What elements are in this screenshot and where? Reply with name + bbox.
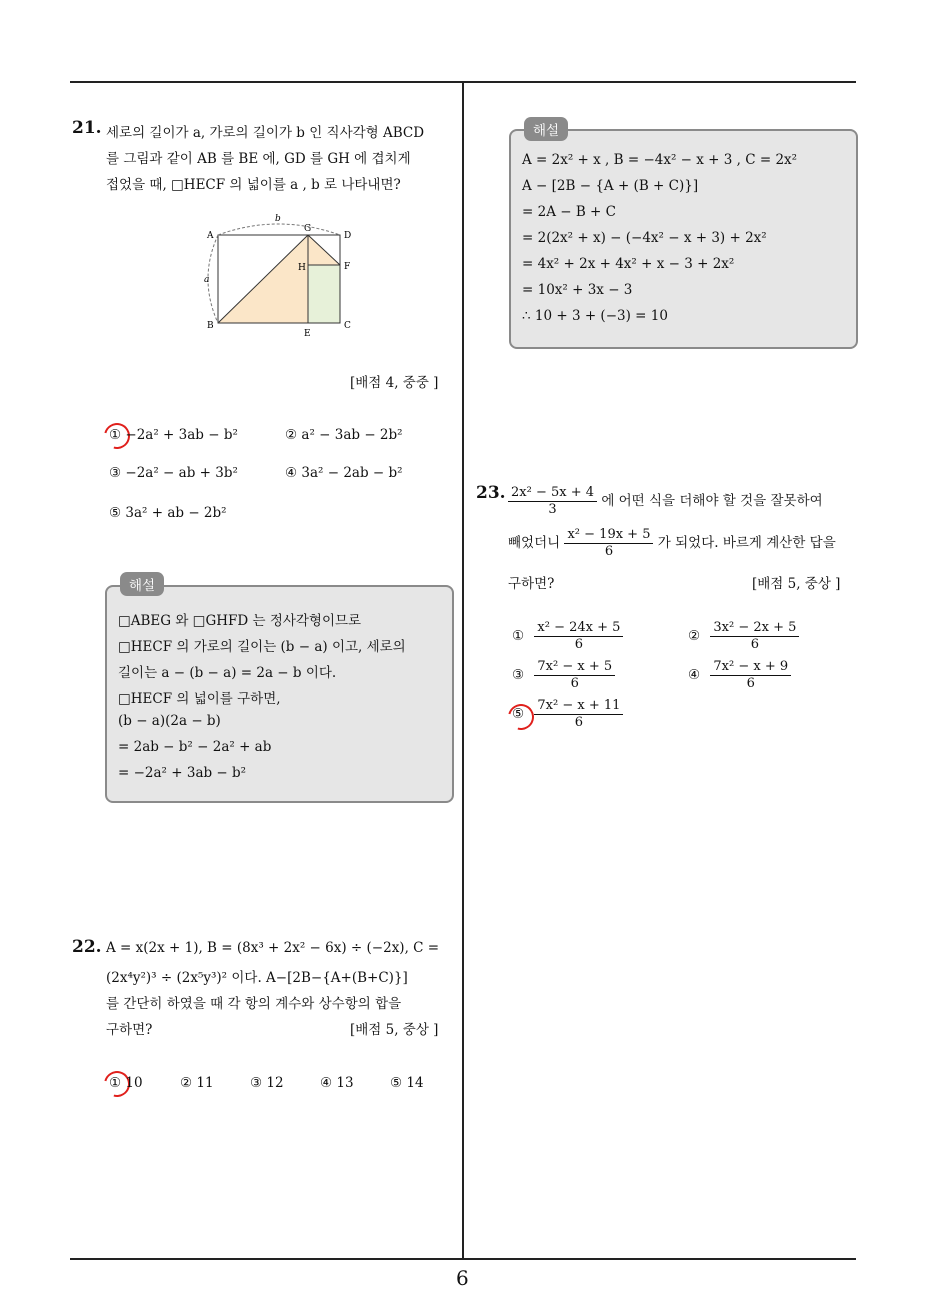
q23-choice-2-denominator: 6 — [750, 637, 760, 652]
q22-solution-line-1: A = 2x² + x , B = −4x² − x + 3 , C = 2x² — [522, 152, 798, 168]
q22-score: [배점 5, 중상 ] — [350, 1022, 439, 1038]
page-number: 6 — [456, 1266, 469, 1290]
fig-label-G: G — [304, 224, 312, 234]
q22-solution-line-6: = 10x² + 3x − 3 — [522, 282, 633, 298]
fig-label-D: D — [344, 231, 352, 241]
q23-choice-3-numerator: 7x² − x + 5 — [534, 659, 615, 676]
q22-solution-line-7: ∴ 10 + 3 + (−3) = 10 — [522, 308, 668, 324]
question-21-number: 21. — [72, 118, 102, 138]
q22-solution-line-2: A − [2B − {A + (B + C)}] — [522, 178, 699, 194]
q21-line-3: 접었을 때, □HECF 의 넓이를 a , b 로 나타내면? — [106, 177, 401, 193]
q23-choice-2-mark: ② — [688, 628, 701, 644]
q23-fraction-1-numerator: 2x² − 5x + 4 — [508, 485, 597, 502]
q23-choice-5-mark: ⑤ — [512, 706, 525, 722]
q21-choice-5[interactable]: ⑤ 3a² + ab − 2b² — [109, 505, 227, 521]
column-divider — [462, 82, 464, 1259]
q21-solution-line-2: □HECF 의 가로의 길이는 (b − a) 이고, 세로의 — [118, 639, 406, 655]
q23-score: [배점 5, 중상 ] — [752, 576, 841, 592]
fig-label-A: A — [207, 231, 214, 241]
q23-text-2-post: 가 되었다. 바르게 계산한 답을 — [657, 535, 836, 551]
q21-solution-line-4: □HECF 의 넓이를 구하면, — [118, 691, 281, 707]
q21-rectangle-figure — [198, 210, 368, 345]
q21-choice-4[interactable]: ④ 3a² − 2ab − b² — [285, 465, 403, 481]
q23-choice-5[interactable] — [512, 698, 623, 731]
q22-choice-4[interactable]: ④ 13 — [320, 1075, 354, 1091]
q23-choice-3-fraction — [534, 659, 615, 692]
q23-choice-4-fraction — [710, 659, 791, 692]
q23-choice-4-mark: ④ — [688, 667, 701, 683]
q21-solution-line-6: = 2ab − b² − 2a² + ab — [118, 739, 272, 755]
q23-fraction-2-numerator: x² − 19x + 5 — [564, 527, 653, 544]
q23-choice-3-mark: ③ — [512, 667, 525, 683]
fig-label-B: B — [207, 321, 214, 331]
q23-text-2-pre: 빼었더니 — [508, 535, 561, 551]
q21-choice-3[interactable]: ③ −2a² − ab + 3b² — [109, 465, 238, 481]
q23-choice-3[interactable] — [512, 659, 615, 692]
q23-line-1 — [508, 485, 823, 518]
q23-text-1: 에 어떤 식을 더해야 할 것을 잘못하여 — [601, 493, 823, 509]
q22-line-2: (2x⁴y²)³ ÷ (2x⁵y³)² 이다. A−[2B−{A+(B+C)}] — [106, 970, 408, 986]
q23-choice-4-numerator: 7x² − x + 9 — [710, 659, 791, 676]
fig-label-E: E — [304, 329, 311, 339]
q23-choice-3-denominator: 6 — [570, 676, 579, 691]
fig-label-C: C — [344, 321, 351, 331]
q22-line-4: 구하면? — [106, 1022, 153, 1038]
q23-choice-2-numerator: 3x² − 2x + 5 — [710, 620, 799, 637]
q22-line-3: 를 간단히 하였을 때 각 항의 계수와 상수항의 합을 — [106, 996, 402, 1012]
q23-fraction-2 — [564, 527, 653, 560]
q22-choice-3[interactable]: ③ 12 — [250, 1075, 284, 1091]
q21-choice-2[interactable]: ② a² − 3ab − 2b² — [285, 427, 403, 443]
q23-fraction-2-denominator: 6 — [604, 544, 614, 559]
q22-solution-line-4: = 2(2x² + x) − (−4x² − x + 3) + 2x² — [522, 230, 767, 246]
q21-choice-1[interactable]: ① −2a² + 3ab − b² — [109, 427, 238, 443]
q21-line-1: 세로의 길이가 a, 가로의 길이가 b 인 직사각형 ABCD — [106, 125, 425, 141]
bottom-rule — [70, 1258, 856, 1260]
question-22-number: 22. — [72, 937, 102, 957]
q23-choice-5-denominator: 6 — [574, 715, 584, 730]
q22-line-1: A = x(2x + 1), B = (8x³ + 2x² − 6x) ÷ (−2x), C = — [106, 940, 440, 956]
fig-label-b: b — [275, 214, 281, 224]
q21-solution-tag: 해설 — [120, 572, 164, 596]
q21-line-2: 를 그림과 같이 AB 를 BE 에, GD 를 GH 에 겹치게 — [106, 151, 411, 167]
q23-choice-1-fraction — [534, 620, 623, 653]
q21-solution-line-1: □ABEG 와 □GHFD 는 정사각형이므로 — [118, 613, 362, 629]
q21-solution-line-7: = −2a² + 3ab − b² — [118, 765, 247, 781]
q21-score: [배점 4, 중중 ] — [350, 375, 439, 391]
q23-choice-1-mark: ① — [512, 628, 525, 644]
q23-choice-5-fraction — [534, 698, 623, 731]
q23-choice-2-fraction — [710, 620, 799, 653]
fig-label-H: H — [298, 263, 306, 273]
q22-choice-2[interactable]: ② 11 — [180, 1075, 214, 1091]
q23-fraction-1-denominator: 3 — [548, 502, 557, 517]
q23-choice-4[interactable] — [688, 659, 791, 692]
q21-solution-line-5: (b − a)(2a − b) — [118, 713, 221, 729]
q23-choice-4-denominator: 6 — [746, 676, 755, 691]
q22-choice-5[interactable]: ⑤ 14 — [390, 1075, 424, 1091]
q23-choice-5-numerator: 7x² − x + 11 — [534, 698, 623, 715]
q23-choice-1-denominator: 6 — [574, 637, 584, 652]
fig-label-a: a — [204, 275, 210, 285]
q23-choice-2[interactable] — [688, 620, 799, 653]
q23-line-2 — [508, 527, 836, 560]
q22-solution-tag: 해설 — [524, 117, 568, 141]
fig-label-F: F — [344, 262, 351, 272]
q23-choice-1[interactable] — [512, 620, 623, 653]
q23-line-3: 구하면? — [508, 576, 555, 592]
question-23-number: 23. — [476, 483, 506, 503]
q23-fraction-1 — [508, 485, 597, 518]
q22-solution-line-3: = 2A − B + C — [522, 204, 616, 220]
q22-choice-1[interactable]: ① 10 — [109, 1075, 143, 1091]
q23-choice-1-numerator: x² − 24x + 5 — [534, 620, 623, 637]
q22-solution-line-5: = 4x² + 2x + 4x² + x − 3 + 2x² — [522, 256, 735, 272]
q21-solution-line-3: 길이는 a − (b − a) = 2a − b 이다. — [118, 665, 337, 681]
